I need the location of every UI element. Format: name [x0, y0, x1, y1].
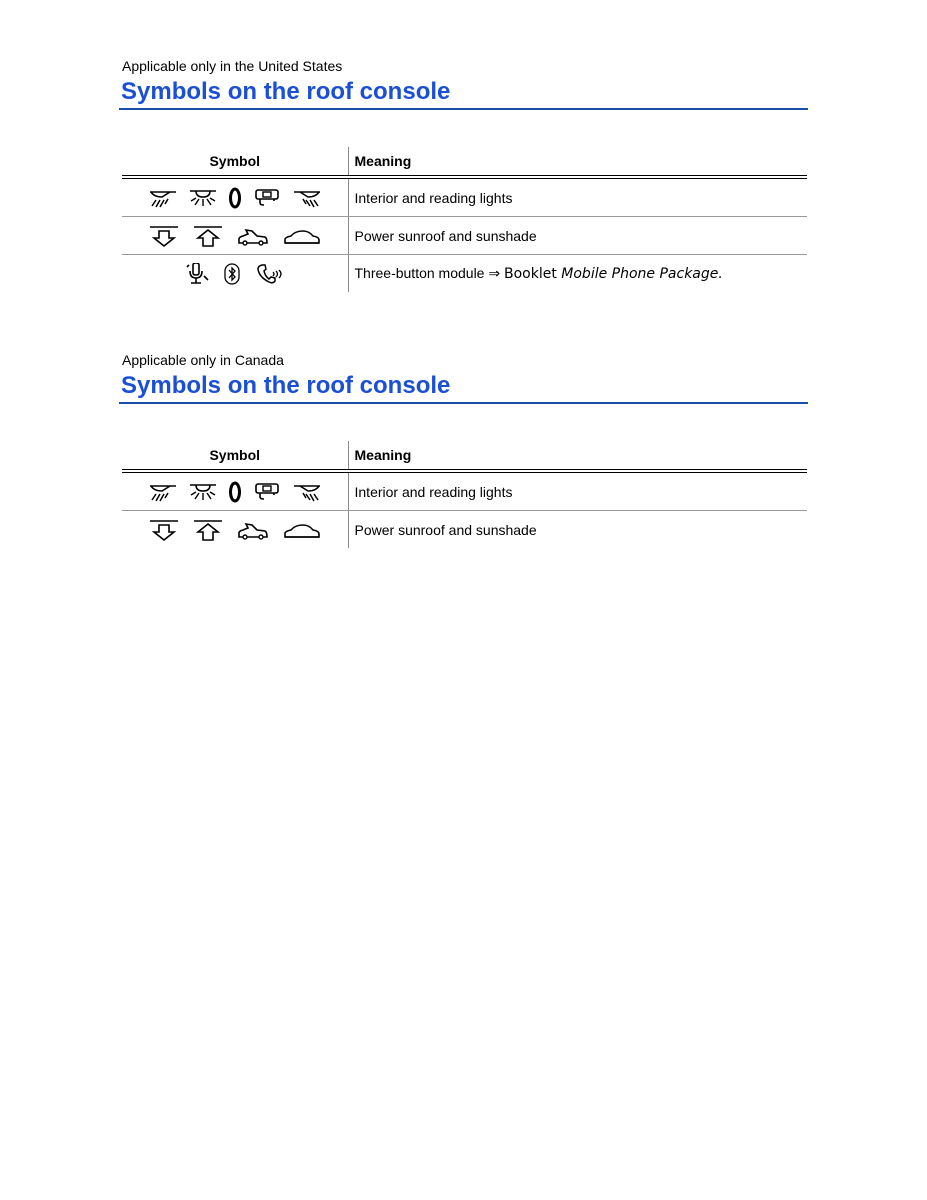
- front-reading-light-icon: [148, 482, 178, 502]
- symbol-cell: [122, 511, 348, 549]
- light-off-zero-icon: [228, 186, 242, 210]
- symbol-cell: [122, 177, 348, 217]
- sunroof-open-icon: [193, 224, 223, 248]
- applicability-note: Applicable only in Canada: [122, 352, 284, 368]
- rear-reading-light-icon: [292, 482, 322, 502]
- table-row: [122, 177, 807, 217]
- section-canada: [119, 352, 808, 548]
- title-rule: [119, 108, 808, 110]
- table-row: [122, 471, 807, 511]
- booklet-reference: [504, 266, 723, 282]
- table-row: [122, 511, 807, 549]
- header-meaning: Meaning: [348, 441, 807, 471]
- applicability-note: Applicable only in the United States: [122, 58, 343, 74]
- cross-reference-arrow: ⇒: [488, 265, 501, 281]
- section-title: Symbols on the roof console: [121, 78, 451, 105]
- meaning-text: Three-button module: [354, 265, 489, 281]
- sunroof-open-icon: [193, 518, 223, 542]
- interior-light-icon: [188, 188, 218, 208]
- interior-light-icon: [188, 482, 218, 502]
- symbol-cell: [122, 255, 348, 293]
- door-contact-light-icon: [252, 188, 282, 208]
- sunroof-sunshade-icon: [283, 520, 321, 540]
- symbol-cell: [122, 471, 348, 511]
- phone-voice-icon: [254, 263, 284, 285]
- sunroof-tilt-icon: [237, 519, 269, 541]
- header-symbol: Symbol: [122, 147, 348, 177]
- section-united-states: [119, 58, 808, 292]
- meaning-cell: Power sunroof and sunshade: [354, 521, 537, 538]
- microphone-icon: [186, 263, 210, 285]
- header-meaning: Meaning: [348, 147, 807, 177]
- booklet-title: Mobile Phone Package.: [561, 266, 723, 282]
- symbol-table: [122, 441, 807, 548]
- sunroof-close-icon: [149, 224, 179, 248]
- sunroof-close-icon: [149, 518, 179, 542]
- meaning-cell: Power sunroof and sunshade: [348, 217, 807, 255]
- door-contact-light-icon: [252, 482, 282, 502]
- sunroof-tilt-icon: [237, 225, 269, 247]
- light-off-zero-icon: [228, 480, 242, 504]
- header-symbol: Symbol: [122, 441, 348, 471]
- meaning-cell: Interior and reading lights: [348, 177, 807, 217]
- title-rule: [119, 402, 808, 404]
- booklet-label: Booklet: [503, 266, 557, 282]
- rear-reading-light-icon: [292, 188, 322, 208]
- table-row: [122, 217, 807, 255]
- symbol-cell: [122, 217, 348, 255]
- table-header-row: [122, 441, 807, 471]
- sunroof-sunshade-icon: [283, 226, 321, 246]
- meaning-cell: Interior and reading lights: [348, 471, 807, 511]
- front-reading-light-icon: [148, 188, 178, 208]
- bluetooth-icon: [224, 263, 240, 285]
- table-header-row: [122, 147, 807, 177]
- symbol-table: [122, 147, 807, 292]
- table-row: [122, 255, 807, 293]
- section-title: Symbols on the roof console: [121, 372, 451, 399]
- meaning-cell: [348, 255, 807, 293]
